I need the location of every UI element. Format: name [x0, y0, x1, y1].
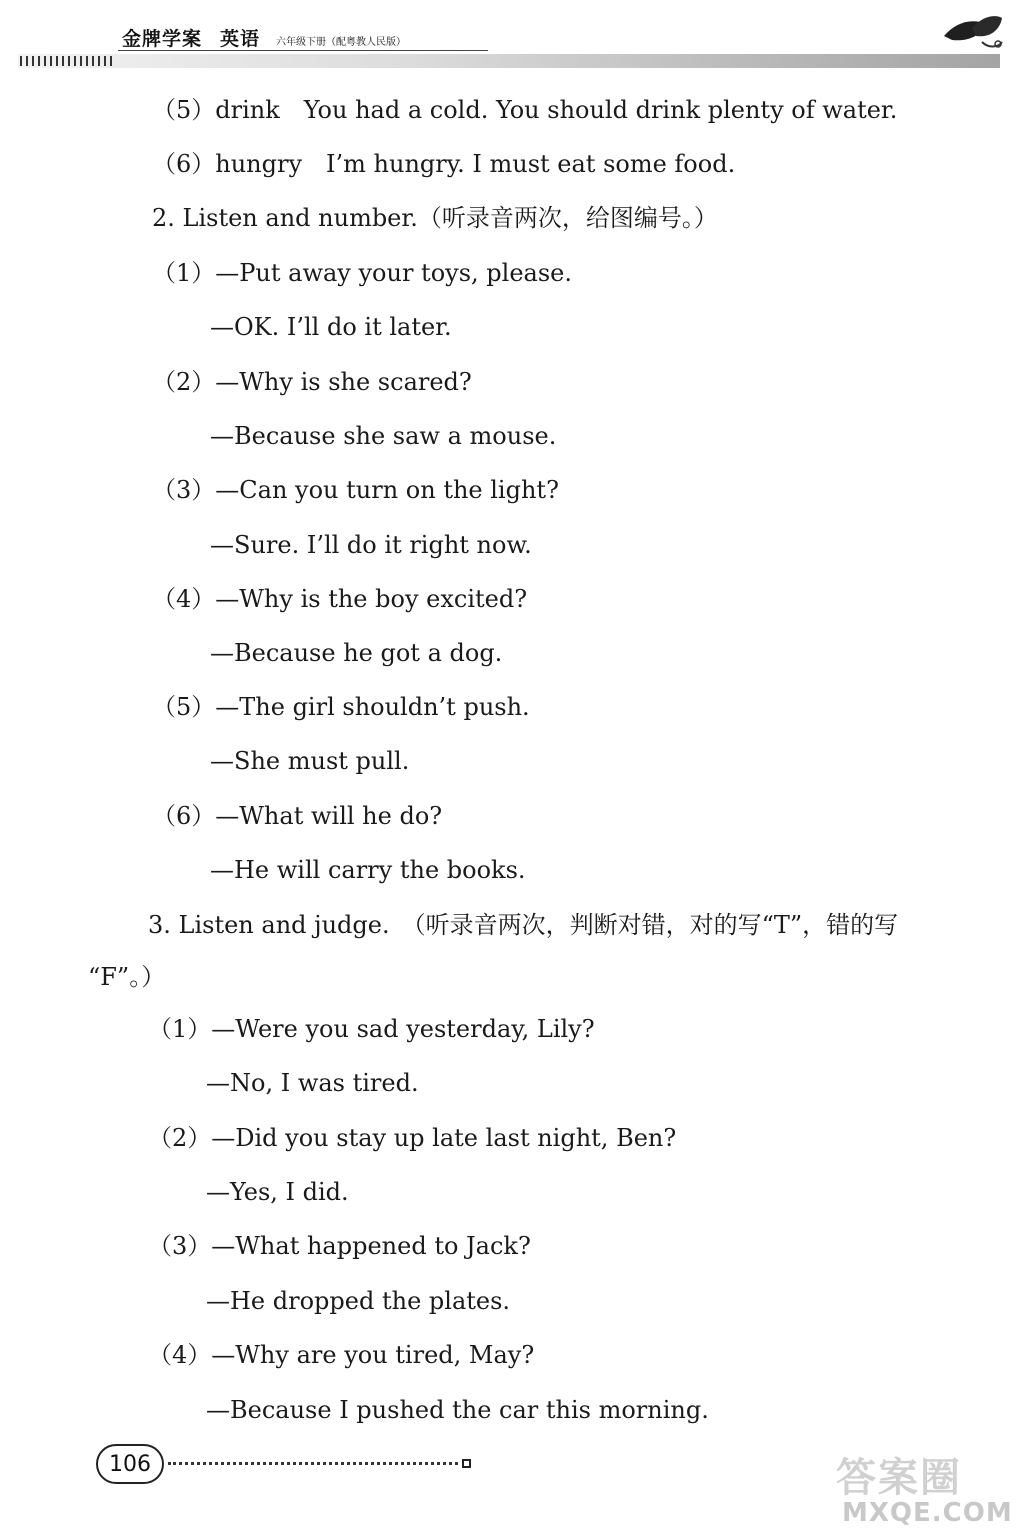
- text-line: （5）—The girl shouldn’t push.: [152, 693, 530, 721]
- page-number-badge: [96, 1444, 164, 1484]
- text-line: —Sure. I’ll do it right now.: [210, 531, 532, 559]
- page-number: 106: [109, 1451, 151, 1477]
- text-line: （4）—Why is the boy excited?: [152, 585, 528, 613]
- text-line: —Because she saw a mouse.: [210, 422, 557, 450]
- text-line: （6）hungry I’m hungry. I must eat some food.: [152, 150, 736, 178]
- watermark: [836, 1446, 1026, 1526]
- text-line: —Because he got a dog.: [210, 639, 503, 667]
- dotted-leader-line: [168, 1462, 458, 1465]
- text-line: “F”。）: [88, 963, 166, 991]
- text-line: —Yes, I did.: [206, 1178, 349, 1206]
- text-line: —Because I pushed the car this morning.: [206, 1396, 709, 1424]
- text-line: （3）—What happened to Jack?: [148, 1232, 531, 1260]
- text-line: （6）—What will he do?: [152, 802, 443, 830]
- text-line: （1）—Were you sad yesterday, Lily?: [148, 1015, 595, 1043]
- text-line: （5）drink You had a cold. You should drink plenty of water.: [152, 96, 898, 124]
- text-line: —OK. I’ll do it later.: [210, 313, 452, 341]
- square-marker-icon: [462, 1459, 471, 1468]
- book-grade: 六年级下册（配粤教人民版）: [276, 37, 407, 48]
- section-heading: 3. Listen and judge. （听录音两次，判断对错，对的写“T”，错的写: [148, 911, 899, 939]
- text-line: —No, I was tired.: [206, 1069, 419, 1097]
- watermark-text: 答案圈: [836, 1455, 962, 1501]
- text-line: （2）—Why is she scared?: [152, 368, 472, 396]
- text-line: —She must pull.: [210, 747, 410, 775]
- text-line: （4）—Why are you tired, May?: [148, 1341, 535, 1369]
- text-line: —He dropped the plates.: [206, 1287, 511, 1315]
- text-line: （1）—Put away your toys, please.: [152, 259, 572, 287]
- text-line: （3）—Can you turn on the light?: [152, 476, 559, 504]
- book-subject: 英语: [220, 28, 261, 50]
- text-line: （2）—Did you stay up late last night, Ben?: [148, 1124, 677, 1152]
- watermark-url: MXQE.COM: [842, 1498, 1013, 1528]
- section-heading: 2. Listen and number.（听录音两次，给图编号。）: [152, 204, 718, 232]
- book-title: 金牌学案: [122, 28, 203, 50]
- text-line: —He will carry the books.: [210, 856, 526, 884]
